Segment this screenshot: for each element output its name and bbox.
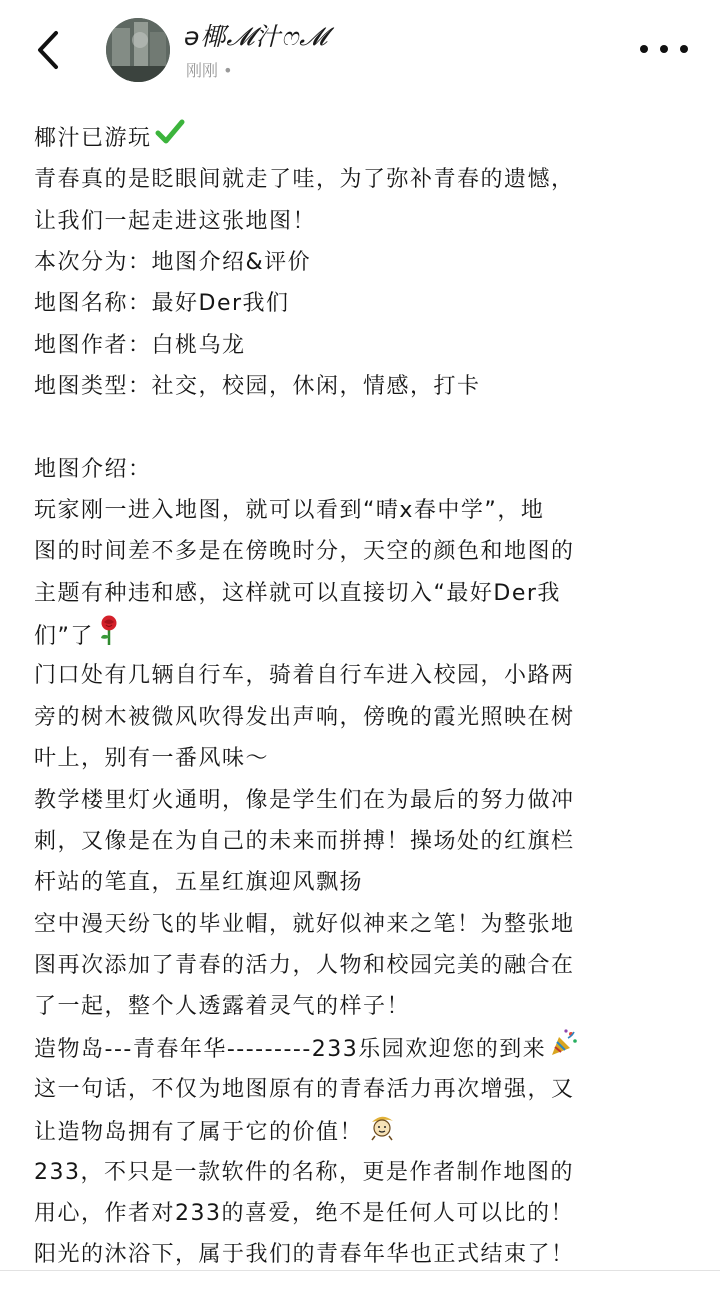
post-line: 空中漫天纷飞的毕业帽，就好似神来之笔！为整张地 [34,911,575,937]
post-line: 让我们一起走进这张地图！ [34,208,317,234]
post-line: 这一句话，不仅为地图原有的青春活力再次增强，又 [34,1076,575,1102]
post-line: 杆站的笔直，五星红旗迎风飘扬 [34,870,364,896]
author-name[interactable]: ə椰𝓜汁ෆ𝓜 [184,22,329,51]
post-line: 阳光的沐浴下，属于我们的青春年华也正式结束了！ [34,1242,575,1268]
post-line: 本次分为：地图介绍&评价 [34,250,312,276]
post-line: 地图介绍： [34,456,152,482]
post-time: 刚刚 • [186,61,233,80]
post-line: 图再次添加了青春的活力，人物和校园完美的融合在 [34,952,575,978]
post-line: 教学楼里灯火通明，像是学生们在为最后的努力做冲 [34,787,575,813]
post-line: 刺，又像是在为自己的未来而拼搏！操场处的红旗栏 [34,828,575,854]
post-line: 玩家刚一进入地图，就可以看到“晴x春中学”，地 [34,498,545,524]
bottom-divider [0,1270,720,1271]
post-line: 旁的树木被微风吹得发出声响，傍晚的霞光照映在树 [34,704,575,730]
avatar-image [106,18,170,82]
dot [680,45,688,53]
post-line: 地图作者：白桃乌龙 [34,332,246,358]
post-line: 造物岛---青春年华---------233乐园欢迎您的到来 [34,1028,694,1069]
post-line: 主题有种违和感，这样就可以直接切入“最好Der我 [34,580,561,606]
post-line: 地图名称：最好Der我们 [34,291,290,317]
post-line: 地图类型：社交，校园，休闲，情感，打卡 [34,374,481,400]
rose-icon [97,614,121,655]
back-button[interactable] [30,28,66,72]
post-line: 叶上，别有一番风味～ [34,746,270,772]
party-popper-icon [549,1028,579,1069]
chevron-left-icon [36,30,60,70]
check-mark-icon [155,118,185,159]
post-header [0,0,720,100]
post-line: 图的时间差不多是在傍晚时分，天空的颜色和地图的 [34,539,575,565]
post-line: 们”了 [34,614,694,655]
post-body [34,118,694,1276]
dot [660,45,668,53]
post-line: 门口处有几辆自行车，骑着自行车进入校园，小路两 [34,663,575,689]
post-line: 233，不只是一款软件的名称，更是作者制作地图的 [34,1159,574,1185]
emoji-sticker-icon [366,1110,398,1151]
more-dots-icon[interactable] [640,34,688,64]
post-line: 青春真的是眨眼间就走了哇，为了弥补青春的遗憾， [34,167,575,193]
avatar[interactable] [106,18,170,82]
dot [640,45,648,53]
post-line: 椰汁已游玩 [34,118,694,159]
post-line: 用心，作者对233的喜爱，绝不是任何人可以比的！ [34,1200,574,1226]
post-line: 让造物岛拥有了属于它的价值！ [34,1110,694,1151]
post-line-blank [34,407,694,448]
post-line: 了一起，整个人透露着灵气的样子！ [34,994,411,1020]
